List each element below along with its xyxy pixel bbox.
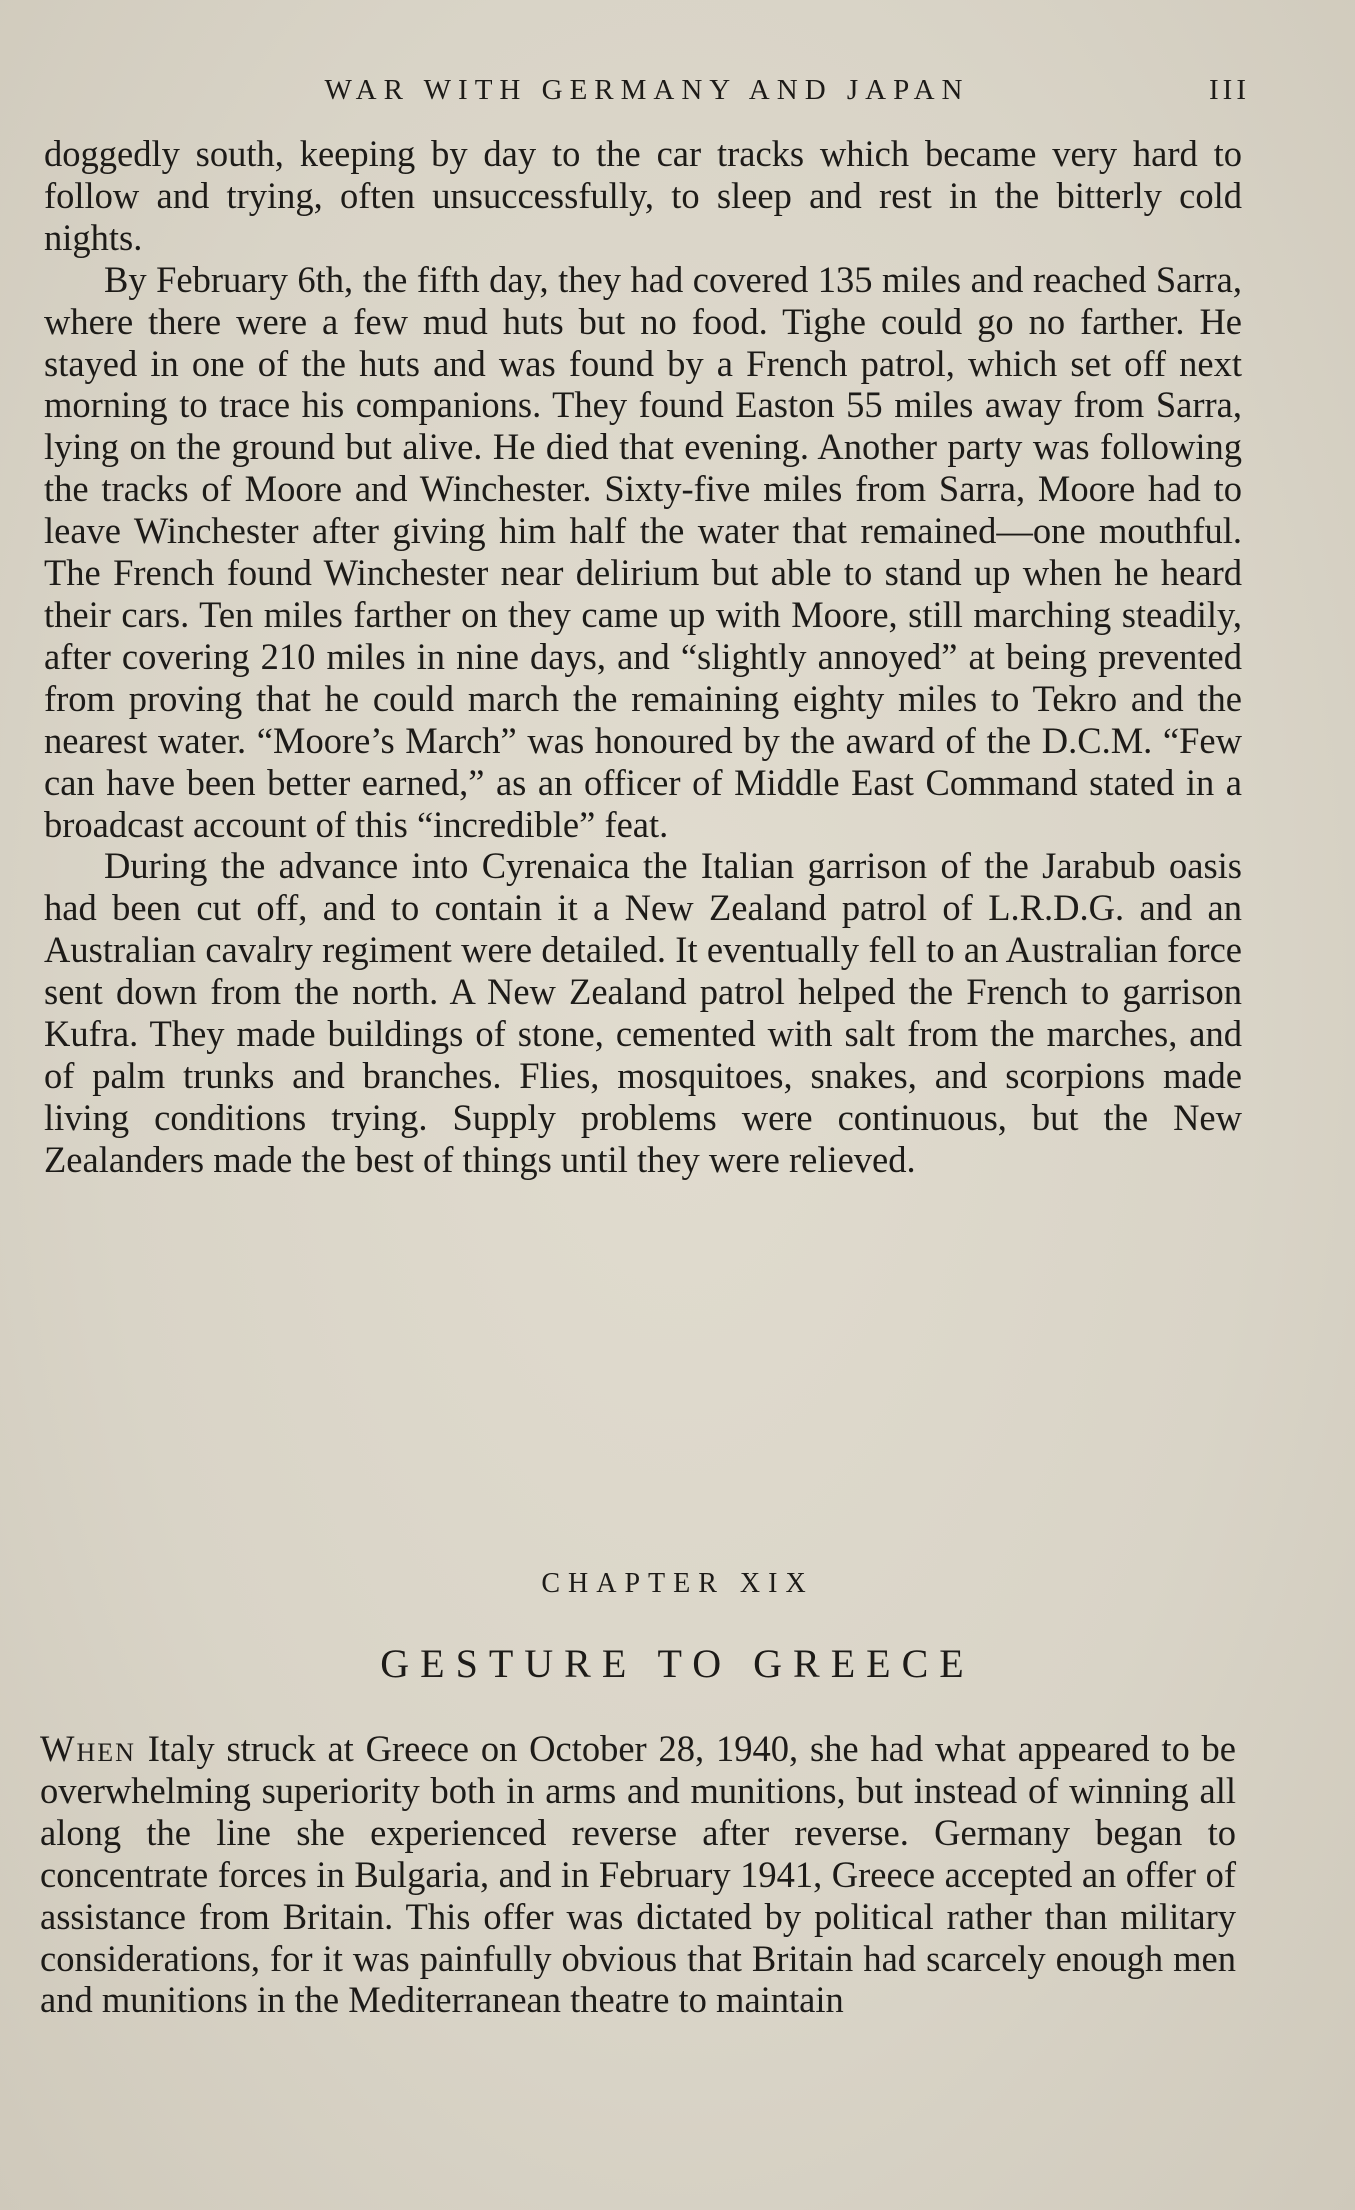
paragraph-jarabub: During the advance into Cyrenaica the Italian garrison of the Jarabub oasis had been cut off, and to contain it a New Zealand patrol of L.R.D.G. and an Australian cavalry regiment were detailed. It eventually fell to an Australian force sent down from the north. A New Zealand patrol helped the French to garrison Kufra. They made buildings of stone, cemented with salt from the marches, and of palm trunks and branches. Flies, mosquitoes, snakes, and scorpions made living conditions trying. Supply problems were continuous, but the New Zealanders made the best of things until they were relieved. [44, 845, 1242, 1180]
body-text [44, 133, 1242, 1181]
lead-word: When [40, 1728, 136, 1769]
paragraph-moores-march: By February 6th, the fifth day, they had covered 135 miles and reached Sarra, where there were a few mud huts but no food. Tighe could go no farther. He stayed in one of the huts and was found by a French patrol, which set off next morning to trace his companions. They found Easton 55 miles away from Sarra, lying on the ground but alive. He died that evening. Another party was following the tracks of Moore and Winchester. Sixty-five miles from Sarra, Moore had to leave Winchester after giving him half the water that remained—one mouthful. The French found Winchester near delirium but able to stand up when he heard their cars. Ten miles farther on they came up with Moore, still marching steadily, after covering 210 miles in nine days, and “slightly annoyed” at being prevented from proving that he could march the remaining eighty miles to Tekro and the nearest water. “Moore’s March” was honoured by the award of the D.C.M. “Few can have been better earned,” as an officer of Middle East Command stated in a broadcast account of this “incredible” feat. [44, 258, 1242, 845]
chapter-number: CHAPTER XIX [541, 1568, 814, 1599]
running-head [44, 74, 1250, 114]
page-number: III [1209, 74, 1250, 106]
first-paragraph-text: Italy struck at Greece on October 28, 1940, she had what appeared to be overwhelming superiority both in arms and munitions, but instead of winning all along the line she experienced reverse after reverse. Germany began to concentrate forces in Bulgaria, and in February 1941, Greece accepted an offer of assistance from Britain. This offer was dictated by political rather than military considerations, for it was painfully obvious that Britain had scarcely enough men and munitions in the Mediterranean theatre to maintain [40, 1728, 1236, 2021]
chapter-title: GESTURE TO GREECE [380, 1641, 975, 1686]
chapter-text [40, 1728, 1236, 2021]
paragraph-continuation: doggedly south, keeping by day to the car tracks which became very hard to follow and trying, often unsuccessfully, to sleep and rest in the bitterly cold nights. [44, 133, 1242, 258]
running-title: WAR WITH GERMANY AND JAPAN [324, 74, 970, 106]
chapter-first-paragraph [40, 1728, 1236, 2021]
